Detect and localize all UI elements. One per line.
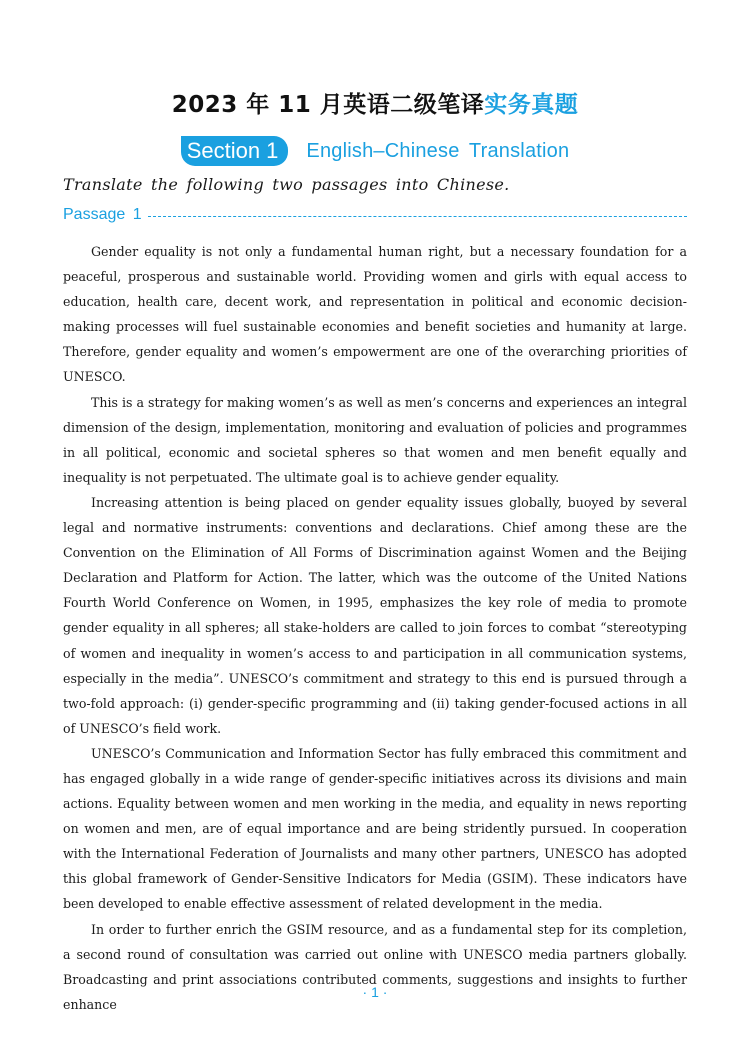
paragraph: In order to further enrich the GSIM resource, and as a fundamental step for its completion, a second round of consultation was carried out online with UNESCO media partners globally. Broadcasting and print associations contributed comments, suggestions and insights to further enhance	[63, 921, 687, 1012]
paragraph: UNESCO’s Communication and Information Sector has fully embraced this commitment and has engaged globally in a wide range of gender-specific initiatives across its divisions and main actions. Equality between women and men working in the media, and equality in news reporting on women and men, are of equal importance and are being stridently pursued. In cooperation with the International Federation of Journalists and many other partners, UNESCO has adopted this global framework of Gender-Sensitive Indicators for Media (GSIM). These indicators have been developed to enable effective assessment of related development in the media.	[63, 745, 687, 912]
passage-heading	[63, 206, 687, 224]
section-header	[0, 136, 750, 166]
page-title-main: 2023 年 11 月英语二级笔译	[171, 92, 485, 118]
passage-label: Passage 1	[63, 206, 142, 223]
paragraph: This is a strategy for making women’s as well as men’s concerns and experiences an integral dimension of the design, implementation, monitoring and evaluation of policies and programmes in all political, economic and societal spheres so that women and men benefit equally and inequality is not perpetuated. The ultimate goal is to achieve gender equality.	[63, 394, 687, 485]
paragraph: Gender equality is not only a fundamental human right, but a necessary foundation for a peaceful, prosperous and sustainable world. Providing women and girls with equal access to education, health care, decent work, and representation in political and economic decision-making processes will fuel sustainable economies and benefit societies and humanity at large. Therefore, gender equality and women’s empowerment are one of the overarching priorities of UNESCO.	[63, 244, 687, 385]
paragraph: Increasing attention is being placed on gender equality issues globally, buoyed by several legal and normative instruments: conventions and declarations. Chief among these are the Convention on the Elimination of All Forms of Discrimination against Women and the Beijing Declaration and Platform for Action. The latter, which was the outcome of the United Nations Fourth World Conference on Women, in 1995, emphasizes the key role of media to promote gender equality in all spheres; all stake-holders are called to join forces to combat “stereotyping of women and inequality in women’s access to and participation in all communication systems, especially in the media”. UNESCO’s commitment and strategy to this end is pursued through a two-fold approach: (i) gender-specific programming and (ii) taking gender-focused actions in all of UNESCO’s field work.	[63, 494, 687, 736]
page-number: · 1 ·	[362, 984, 388, 1000]
page-title-accent: 实务真题	[484, 92, 579, 118]
page-title	[0, 86, 750, 119]
instruction-text: Translate the following two passages into Chinese.	[63, 175, 510, 194]
passage-divider	[148, 216, 687, 217]
section-label: English–Chinese Translation	[306, 139, 570, 162]
passage-body	[63, 239, 687, 1017]
section-badge: Section 1	[181, 136, 289, 166]
